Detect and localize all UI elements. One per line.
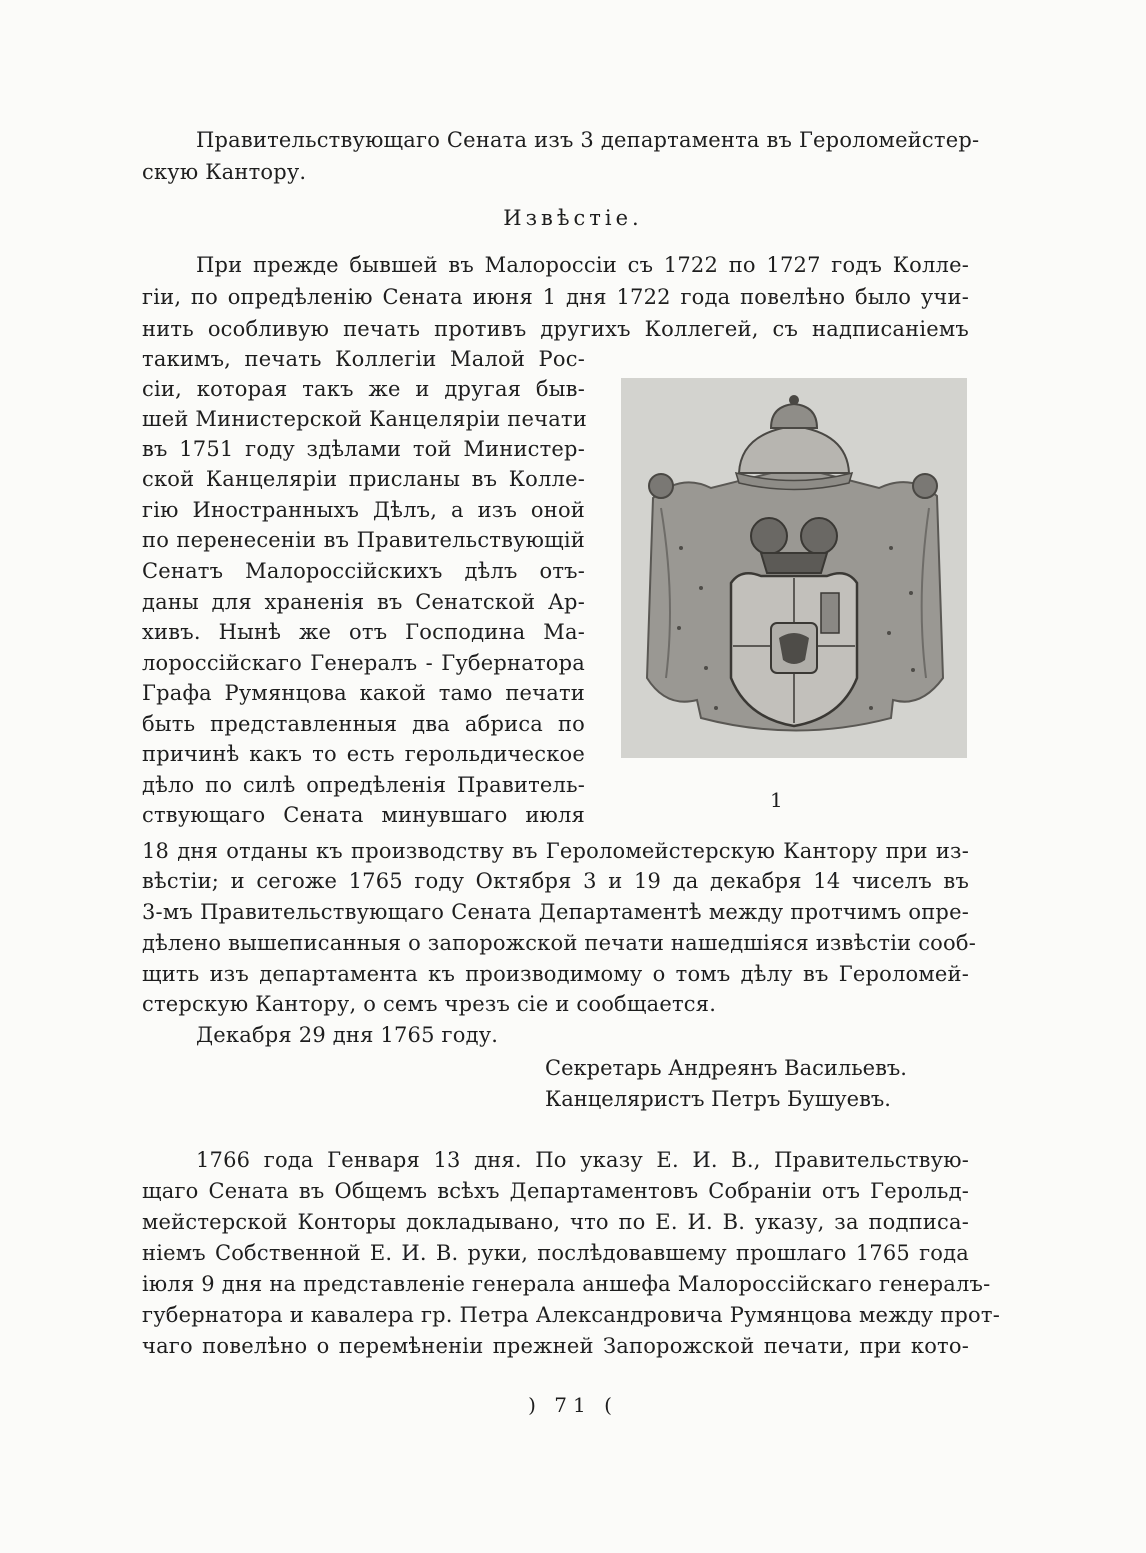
para1-narrow-line: причинѣ какъ то есть герольдическое [142, 742, 585, 766]
para2-line: іюля 9 дня на представленіе генерала аншефа Малороссійскаго генералъ- [142, 1272, 991, 1296]
signature-clerk: Канцеляристъ Петръ Бушуевъ. [545, 1087, 891, 1111]
para1-line-1: При прежде бывшей въ Малороссіи съ 1722 по 1727 годъ Колле- [196, 253, 969, 277]
section-heading: Извѣстіе. [503, 206, 643, 230]
para2-line: щаго Сената въ Общемъ всѣхъ Департаментовъ Собраніи отъ Герольд- [142, 1179, 969, 1203]
para1-line-3: нить особливую печать противъ другихъ Коллегей, съ надписаніемъ [142, 317, 969, 341]
para1-narrow-line: дѣло по силѣ опредѣленія Правитель- [142, 773, 585, 797]
para1-narrow-line: гію Иностранныхъ Дѣлъ, а изъ оной [142, 498, 585, 522]
para1-narrow-line: ствующаго Сената минувшаго июля [142, 803, 585, 827]
date-line: Декабря 29 дня 1765 году. [196, 1023, 499, 1047]
signature-secretary: Секретарь Андреянъ Васильевъ. [545, 1056, 907, 1080]
figure-caption: 1 [770, 788, 783, 812]
para2-line: мейстерской Конторы докладывано, что по Е. И. В. указу, за подписа- [142, 1210, 969, 1234]
para1-narrow-line: Сенатъ Малороссійскихъ дѣлъ отъ- [142, 559, 585, 583]
para1-narrow-line: лороссійскаго Генералъ - Губернатора [142, 651, 585, 675]
para1-narrow-line: даны для храненія въ Сенатской Ар- [142, 590, 585, 614]
para1-narrow-line: Графа Румянцова какой тамо печати [142, 681, 585, 705]
para1-rest-line: 3-мъ Правительствующаго Сената Департаментѣ между протчимъ опре- [142, 900, 969, 924]
para1-narrow-line: ской Канцеляріи присланы въ Колле- [142, 467, 585, 491]
coat-of-arms-drawing [621, 378, 967, 758]
para1-narrow-line: такимъ, печать Коллегіи Малой Рос- [142, 347, 585, 371]
intro-line-2: скую Кантору. [142, 160, 307, 184]
para1-narrow-line: быть представленныя два абриса по [142, 712, 585, 736]
para1-rest-line: вѣстіи; и сегоже 1765 году Октября 3 и 19 да декабря 14 чиселъ въ [142, 869, 969, 893]
para1-rest-line: 18 дня отданы къ производству въ Героломейстерскую Кантору при из- [142, 839, 969, 863]
para1-rest-line: дѣлено вышеписанныя о запорожской печати нашедшіяся извѣстіи сооб- [142, 931, 976, 955]
intro-line-1: Правительствующаго Сената изъ 3 департамента въ Героломейстер- [196, 128, 980, 152]
para2-line: губернатора и кавалера гр. Петра Александровича Румянцова между прот- [142, 1303, 1001, 1327]
para1-narrow-line: сіи, которая такъ же и другая быв- [142, 377, 585, 401]
para1-narrow-line: по перенесеніи въ Правительствующій [142, 528, 585, 552]
coat-of-arms-illustration [621, 378, 967, 758]
para1-last-line: стерскую Кантору, о семъ чрезъ сіе и сообщается. [142, 992, 717, 1016]
para1-rest-line: щить изъ департамента къ производимому о томъ дѣлу въ Героломей- [142, 962, 969, 986]
para1-narrow-line: шей Министерской Канцеляріи печати [142, 407, 587, 431]
para2-line: ніемъ Собственной Е. И. В. руки, послѣдовавшему прошлаго 1765 года [142, 1241, 969, 1265]
para1-narrow-line: хивъ. Нынѣ же отъ Господина Ма- [142, 620, 585, 644]
para2-line: чаго повелѣно о перемѣненіи прежней Запорожской печати, при кото- [142, 1334, 969, 1358]
page-number: ) 71 ( [528, 1393, 618, 1417]
para1-narrow-line: въ 1751 году здѣлами той Министер- [142, 437, 585, 461]
para1-line-2: гіи, по опредѣленію Сената июня 1 дня 1722 года повелѣно было учи- [142, 285, 969, 309]
para2-line: 1766 года Генваря 13 дня. По указу Е. И. В., Правительствую- [196, 1148, 969, 1172]
